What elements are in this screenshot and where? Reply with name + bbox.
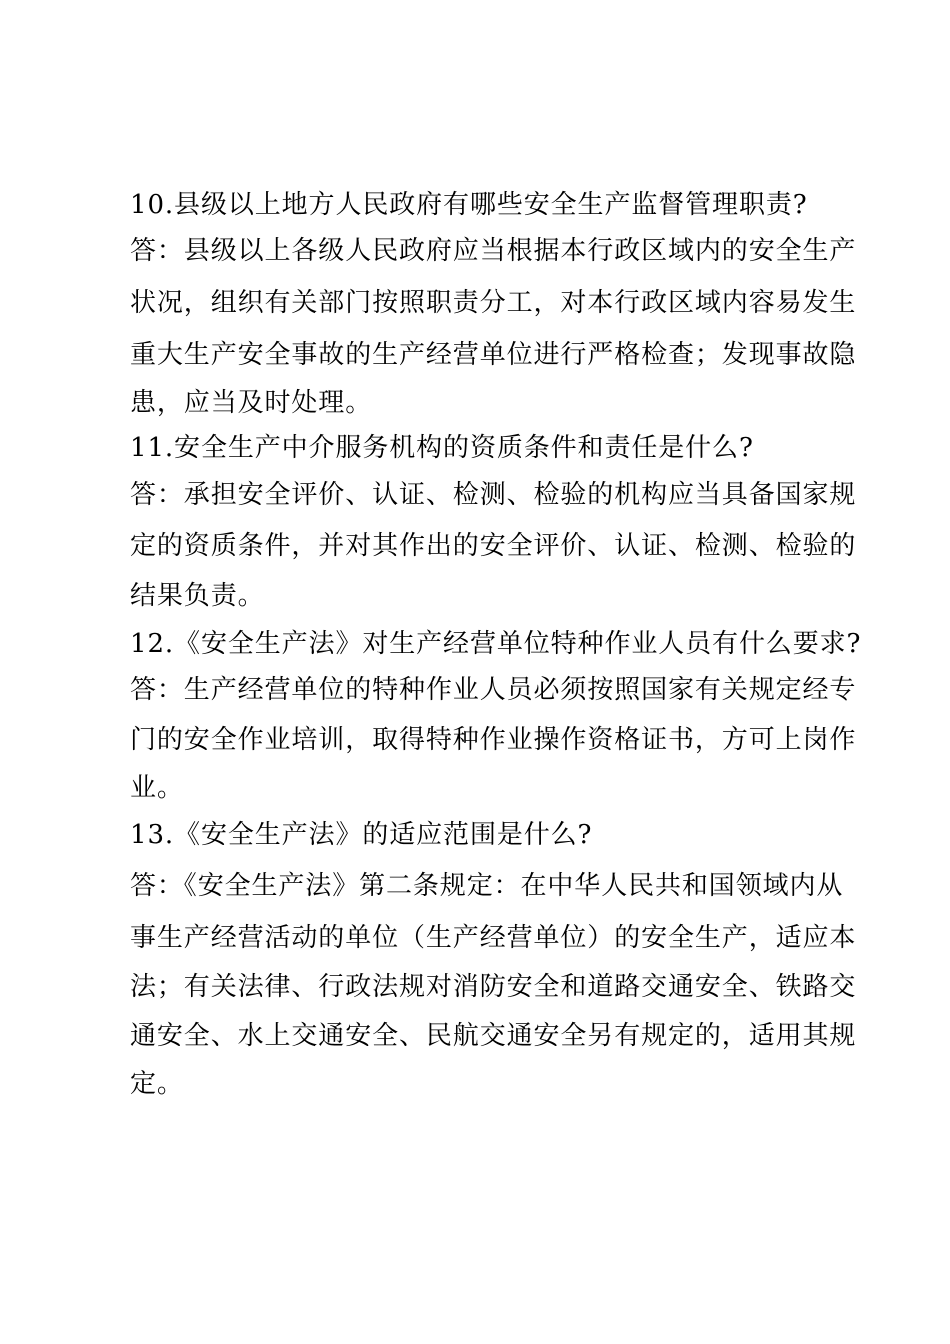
answer-13-line-4: 通安全、水上交通安全、民航交通安全另有规定的，适用其规 [130, 1021, 857, 1051]
answer-10-line-2: 状况，组织有关部门按照职责分工，对本行政区域内容易发生 [130, 288, 857, 318]
answer-11-line-1: 答：承担安全评价、认证、检测、检验的机构应当具备国家规 [130, 480, 857, 510]
answer-13-line-5: 定。 [130, 1069, 184, 1099]
answer-10-line-1: 答：县级以上各级人民政府应当根据本行政区域内的安全生产 [130, 236, 857, 266]
question-10: 10.县级以上地方人民政府有哪些安全生产监督管理职责? [130, 190, 808, 220]
answer-12-line-3: 业。 [130, 773, 184, 803]
question-11: 11.安全生产中介服务机构的资质条件和责任是什么? [130, 433, 754, 463]
answer-11-line-2: 定的资质条件，并对其作出的安全评价、认证、检测、检验的 [130, 531, 857, 561]
question-12: 12.《安全生产法》对生产经营单位特种作业人员有什么要求? [130, 629, 862, 659]
answer-13-line-3: 法；有关法律、行政法规对消防安全和道路交通安全、铁路交 [130, 972, 857, 1002]
answer-10-line-4: 患，应当及时处理。 [130, 388, 373, 418]
answer-10-line-3: 重大生产安全事故的生产经营单位进行严格检查；发现事故隐 [130, 340, 857, 370]
answer-11-line-3: 结果负责。 [130, 581, 265, 611]
answer-12-line-1: 答：生产经营单位的特种作业人员必须按照国家有关规定经专 [130, 675, 857, 705]
answer-13-line-2: 事生产经营活动的单位（生产经营单位）的安全生产，适应本 [130, 923, 857, 953]
answer-13-line-1: 答：《安全生产法》第二条规定：在中华人民共和国领域内从 [130, 871, 844, 901]
answer-12-line-2: 门的安全作业培训，取得特种作业操作资格证书，方可上岗作 [130, 725, 857, 755]
question-13: 13.《安全生产法》的适应范围是什么? [130, 820, 593, 850]
